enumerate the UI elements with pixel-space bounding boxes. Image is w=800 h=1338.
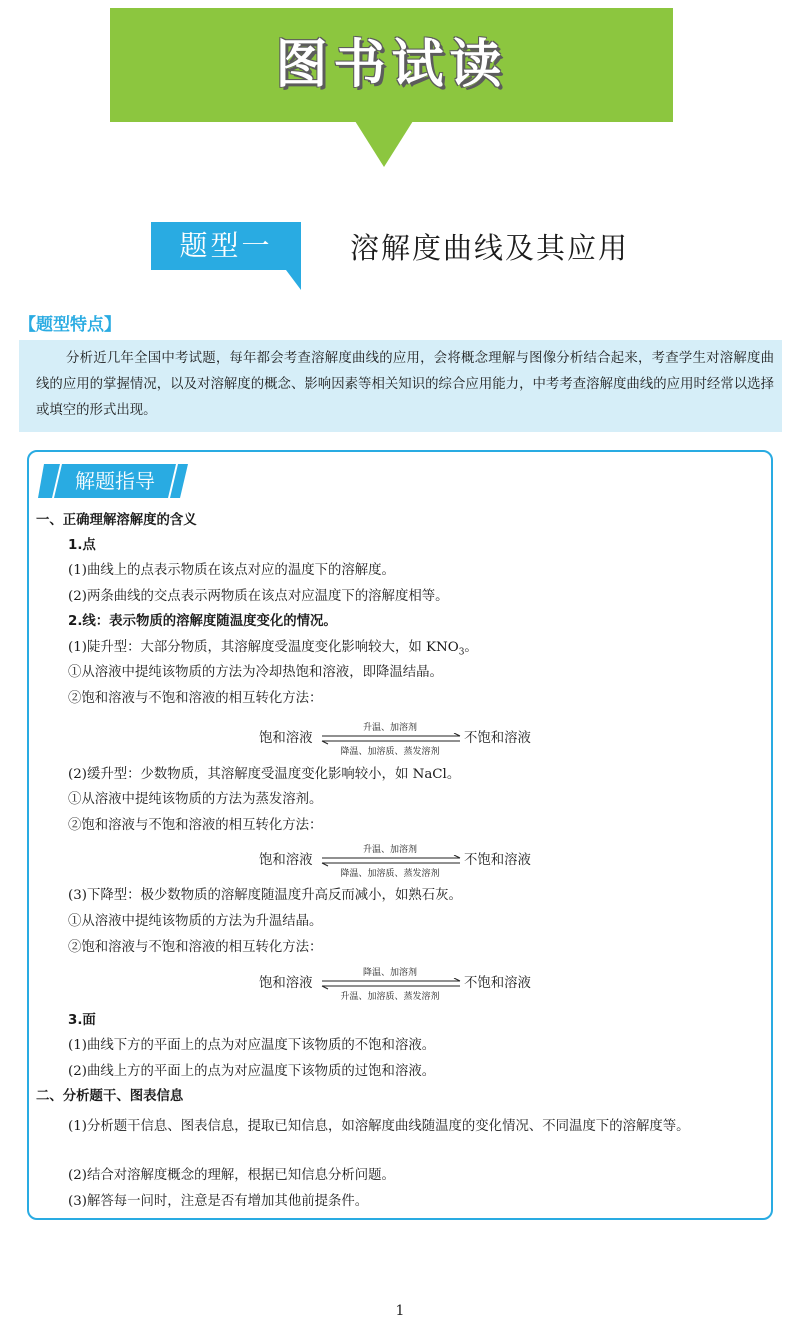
eq1-right: 不饱和溶液 <box>464 731 531 746</box>
steep-type-intro: (1)陡升型：大部分物质，其溶解度受温度变化影响较大，如 $KNO_3$。 <box>68 640 478 658</box>
eq2-right: 不饱和溶液 <box>464 853 531 868</box>
analysis-item-1: (1)分析题干信息、图表信息，提取已知信息，如溶解度曲线随温度的变化情况、不同温度下的溶解度等。 <box>68 1119 690 1134</box>
point-item-1: (1)曲线上的点表示物质在该点对应的温度下的溶解度。 <box>68 563 395 578</box>
page-number: 1 <box>395 1303 405 1319</box>
features-heading: 【题型特点】 <box>19 315 121 335</box>
type-label: 题型一 <box>179 229 273 262</box>
slow-type-intro: (2)缓升型：少数物质，其溶解度受温度变化影响较小，如 NaCl。 <box>68 767 461 782</box>
eq2-bottom: 降温、加溶质、蒸发溶剂 <box>340 869 440 879</box>
point-item-2: (2)两条曲线的交点表示两物质在该点对应温度下的溶解度相等。 <box>68 589 449 604</box>
plane-item-1: (1)曲线下方的平面上的点为对应温度下该物质的不饱和溶液。 <box>68 1038 436 1053</box>
plane-item-2: (2)曲线上方的平面上的点为对应温度下该物质的过饱和溶液。 <box>68 1064 436 1079</box>
features-text: 分析近几年全国中考试题，每年都会考查溶解度曲线的应用，会将概念理解与图像分析结合起来，考查学生对溶解度曲线的应用的掌握情况，以及对溶解度的概念、影响因素等相关知识的综合应用能力，中考考查溶解度曲线的应用时经常以选择或填空的形式出现。 <box>36 351 774 418</box>
eq2-left: 饱和溶液 <box>259 853 313 868</box>
subsection-point-title: 1.点 <box>68 538 96 553</box>
down-type-intro: (3)下降型：极少数物质的溶解度随温度升高反而减小，如熟石灰。 <box>68 888 462 903</box>
down-purify: ①从溶液中提纯该物质的方法为升温结晶。 <box>68 914 323 929</box>
section-2-title: 二、分析题干、图表信息 <box>36 1089 184 1104</box>
slow-convert: ②饱和溶液与不饱和溶液的相互转化方法： <box>68 818 323 833</box>
slow-purify: ①从溶液中提纯该物质的方法为蒸发溶剂。 <box>68 792 323 807</box>
steep-convert: ②饱和溶液与不饱和溶液的相互转化方法： <box>68 691 323 706</box>
subsection-plane-title: 3.面 <box>68 1013 96 1028</box>
eq2-top: 升温、加溶剂 <box>362 845 417 855</box>
guide-tab-label: 解题指导 <box>75 469 155 493</box>
down-convert: ②饱和溶液与不饱和溶液的相互转化方法： <box>68 940 323 955</box>
eq1-left: 饱和溶液 <box>259 731 313 746</box>
eq3-bottom: 升温、加溶质、蒸发溶剂 <box>340 992 440 1002</box>
steep-purify: ①从溶液中提纯该物质的方法为冷却热饱和溶液，即降温结晶。 <box>68 665 443 680</box>
subsection-line-title: 2.线：表示物质的溶解度随温度变化的情况。 <box>68 614 337 629</box>
type-label-notch <box>286 270 301 290</box>
eq3-left: 饱和溶液 <box>259 976 313 991</box>
guide-tab <box>38 464 188 498</box>
banner-title: 图书试读 <box>275 35 508 95</box>
section-1-title: 一、正确理解溶解度的含义 <box>36 513 197 528</box>
eq1-top: 升温、加溶剂 <box>362 723 417 733</box>
type-title: 溶解度曲线及其应用 <box>350 231 630 265</box>
analysis-item-3: (3)解答每一问时，注意是否有增加其他前提条件。 <box>68 1194 369 1209</box>
eq3-top: 降温、加溶剂 <box>362 968 417 978</box>
eq1-bottom: 降温、加溶质、蒸发溶剂 <box>340 747 440 757</box>
banner-pointer <box>355 121 413 167</box>
eq3-right: 不饱和溶液 <box>464 976 531 991</box>
analysis-item-2: (2)结合对溶解度概念的理解，根据已知信息分析问题。 <box>68 1168 395 1183</box>
